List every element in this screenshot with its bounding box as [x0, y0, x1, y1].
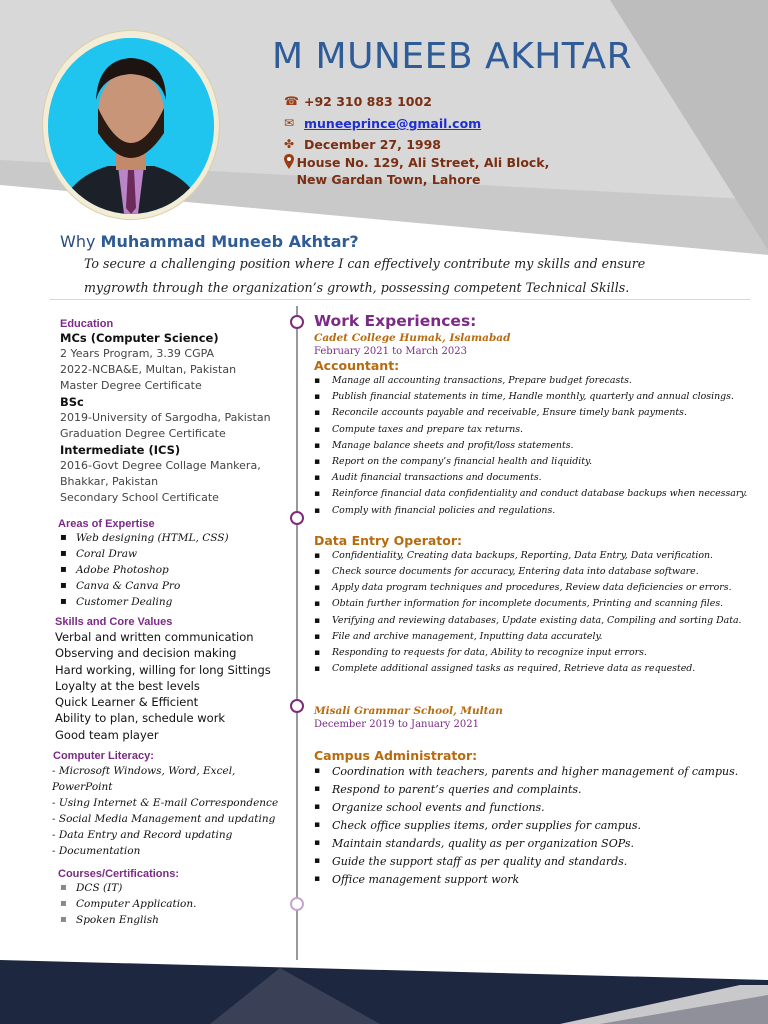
- candidate-name: M MUNEEB AKHTAR: [272, 36, 633, 77]
- education-line: Graduation Degree Certificate: [60, 427, 226, 440]
- list-item: Observing and decision making: [55, 646, 237, 661]
- list-item: - Documentation: [52, 845, 141, 858]
- list-item: ▪ Comply with financial policies and regulations.: [314, 503, 758, 519]
- campus-admin-duties: [314, 763, 758, 888]
- list-item: ▪ Manage balance sheets and profit/loss statements.: [314, 438, 758, 454]
- email-icon: ✉: [284, 116, 295, 130]
- dob-text: December 27, 1998: [304, 137, 441, 152]
- list-item: ▪ Canva & Canva Pro: [52, 578, 288, 594]
- timeline-dot: [290, 897, 304, 911]
- list-item: - Microsoft Windows, Word, Excel, PowerPoint: [52, 765, 236, 794]
- organization-name: Misali Grammar School, Multan: [314, 705, 503, 718]
- list-item: ▪ Apply data program techniques and procedures, Review data deficiencies or errors.: [314, 580, 758, 596]
- degree-title: BSc: [60, 395, 84, 409]
- list-item: ▪ File and archive management, Inputting data accurately.: [314, 629, 758, 645]
- degree-title: MCs (Computer Science): [60, 331, 219, 345]
- phone-text: +92 310 883 1002: [304, 94, 432, 109]
- education-line: Secondary School Certificate: [60, 491, 219, 504]
- list-item: Verbal and written communication: [55, 630, 254, 644]
- work-heading: Work Experiences:: [314, 312, 477, 330]
- list-item: ▪ Publish financial statements in time, Handle monthly, quarterly and annual closings.: [314, 389, 758, 405]
- contact-email: [284, 116, 481, 131]
- list-item: ▪ Organize school events and functions.: [314, 799, 758, 817]
- role-title: Campus Administrator:: [314, 748, 478, 764]
- why-prefix: Why: [60, 232, 96, 251]
- courses-list: [52, 880, 288, 928]
- courses-heading: Courses/Certifications:: [58, 868, 180, 881]
- list-item: ▪ DCS (IT): [52, 880, 288, 896]
- list-item: - Social Media Management and updating: [52, 813, 276, 826]
- list-item: - Data Entry and Record updating: [52, 829, 233, 842]
- timeline-dot: [290, 315, 304, 329]
- contact-phone: [284, 94, 432, 109]
- education-line: 2016-Govt Degree Collage Mankera,: [60, 459, 261, 472]
- list-item: ▪ Confidentiality, Creating data backups, Reporting, Data Entry, Data verification.: [314, 548, 758, 564]
- contact-dob: [284, 137, 441, 152]
- list-item: ▪ Office management support work: [314, 871, 758, 889]
- expertise-list: [52, 530, 288, 610]
- education-heading: Education: [60, 318, 114, 330]
- list-item: - Using Internet & E-mail Correspondence: [52, 797, 279, 810]
- education-line: Bhakkar, Pakistan: [60, 475, 159, 488]
- employment-dates: February 2021 to March 2023: [314, 346, 467, 357]
- list-item: ▪ Coral Draw: [52, 546, 288, 562]
- divider: [50, 299, 750, 300]
- list-item: ▪ Verifying and reviewing databases, Update existing data, Compiling and sorting Data.: [314, 613, 758, 629]
- why-name: Muhammad Muneeb Akhtar?: [100, 232, 359, 251]
- skills-list: [55, 629, 288, 743]
- list-item: ▪ Coordination with teachers, parents and higher management of campus.: [314, 763, 758, 781]
- list-item: ▪ Responding to requests for data, Ability to recognize input errors.: [314, 645, 758, 661]
- employment-dates: December 2019 to January 2021: [314, 719, 479, 731]
- list-item: ▪ Web designing (HTML, CSS): [52, 530, 288, 546]
- contact-address: [284, 154, 574, 188]
- phone-icon: ☎: [284, 94, 299, 108]
- list-item: ▪ Adobe Photoshop: [52, 562, 288, 578]
- list-item: ▪ Guide the support staff as per quality and standards.: [314, 853, 758, 871]
- profile-photo: [48, 38, 214, 214]
- list-item: ▪ Audit financial transactions and documents.: [314, 470, 758, 486]
- education-line: 2 Years Program, 3.39 CGPA: [60, 347, 215, 360]
- list-item: ▪ Report on the company’s financial health and liquidity.: [314, 454, 758, 470]
- timeline-dot: [290, 511, 304, 525]
- list-item: ▪ Obtain further information for incomplete documents, Printing and scanning files.: [314, 596, 758, 612]
- timeline-line: [296, 306, 298, 960]
- education-line: Master Degree Certificate: [60, 379, 202, 392]
- list-item: ▪ Reconcile accounts payable and receivable, Ensure timely bank payments.: [314, 405, 758, 421]
- list-item: ▪ Check source documents for accuracy, Entering data into database software.: [314, 564, 758, 580]
- data-entry-duties: [314, 548, 758, 678]
- list-item: ▪ Spoken English: [52, 912, 288, 928]
- list-item: ▪ Check office supplies items, order supplies for campus.: [314, 817, 758, 835]
- list-item: ▪ Maintain standards, quality as per organization SOPs.: [314, 835, 758, 853]
- list-item: Good team player: [55, 727, 159, 742]
- role-title: Accountant:: [314, 358, 400, 373]
- list-item: ▪ Manage all accounting transactions, Prepare budget forecasts.: [314, 373, 758, 389]
- list-item: ▪ Computer Application.: [52, 896, 288, 912]
- list-item: ▪ Complete additional assigned tasks as required, Retrieve data as requested.: [314, 661, 758, 677]
- education-line: 2019-University of Sargodha, Pakistan: [60, 411, 271, 424]
- why-heading: [60, 232, 359, 251]
- list-item: ▪ Respond to parent’s queries and complaints.: [314, 781, 758, 799]
- computer-list: [52, 763, 288, 859]
- degree-title: Intermediate (ICS): [60, 443, 181, 457]
- organization-name: Cadet College Humak, Islamabad: [314, 332, 511, 344]
- objective-text: To secure a challenging position where I can effectively contribute my skills and ensure mygrowth through the organization’s growth, possessing competent Technical Skills.: [84, 256, 646, 295]
- computer-heading: Computer Literacy:: [53, 750, 154, 763]
- list-item: Hard working, willing for long Sittings: [55, 662, 271, 677]
- list-item: ▪ Compute taxes and prepare tax returns.: [314, 422, 758, 438]
- birthday-icon: ✤: [284, 137, 295, 151]
- list-item: Loyalty at the best levels: [55, 678, 200, 693]
- skills-heading: Skills and Core Values: [55, 616, 173, 628]
- accountant-duties: [314, 373, 758, 519]
- email-link[interactable]: muneeprince@gmail.com: [304, 116, 482, 131]
- timeline-dot: [290, 699, 304, 713]
- expertise-heading: Areas of Expertise: [58, 518, 155, 530]
- location-pin-icon: [284, 154, 297, 174]
- address-text: House No. 129, Ali Street, Ali Block, New Gardan Town, Lahore: [296, 155, 550, 187]
- education-line: 2022-NCBA&E, Multan, Pakistan: [60, 363, 237, 376]
- list-item: ▪ Customer Dealing: [52, 594, 288, 610]
- list-item: Quick Learner & Efficient: [55, 695, 199, 710]
- role-title: Data Entry Operator:: [314, 532, 463, 548]
- left-column: [52, 318, 288, 928]
- right-column: [314, 312, 758, 889]
- list-item: ▪ Reinforce financial data confidentiality and conduct database backups when necessary.: [314, 486, 758, 502]
- list-item: Ability to plan, schedule work: [55, 711, 226, 726]
- education-block: [60, 330, 288, 506]
